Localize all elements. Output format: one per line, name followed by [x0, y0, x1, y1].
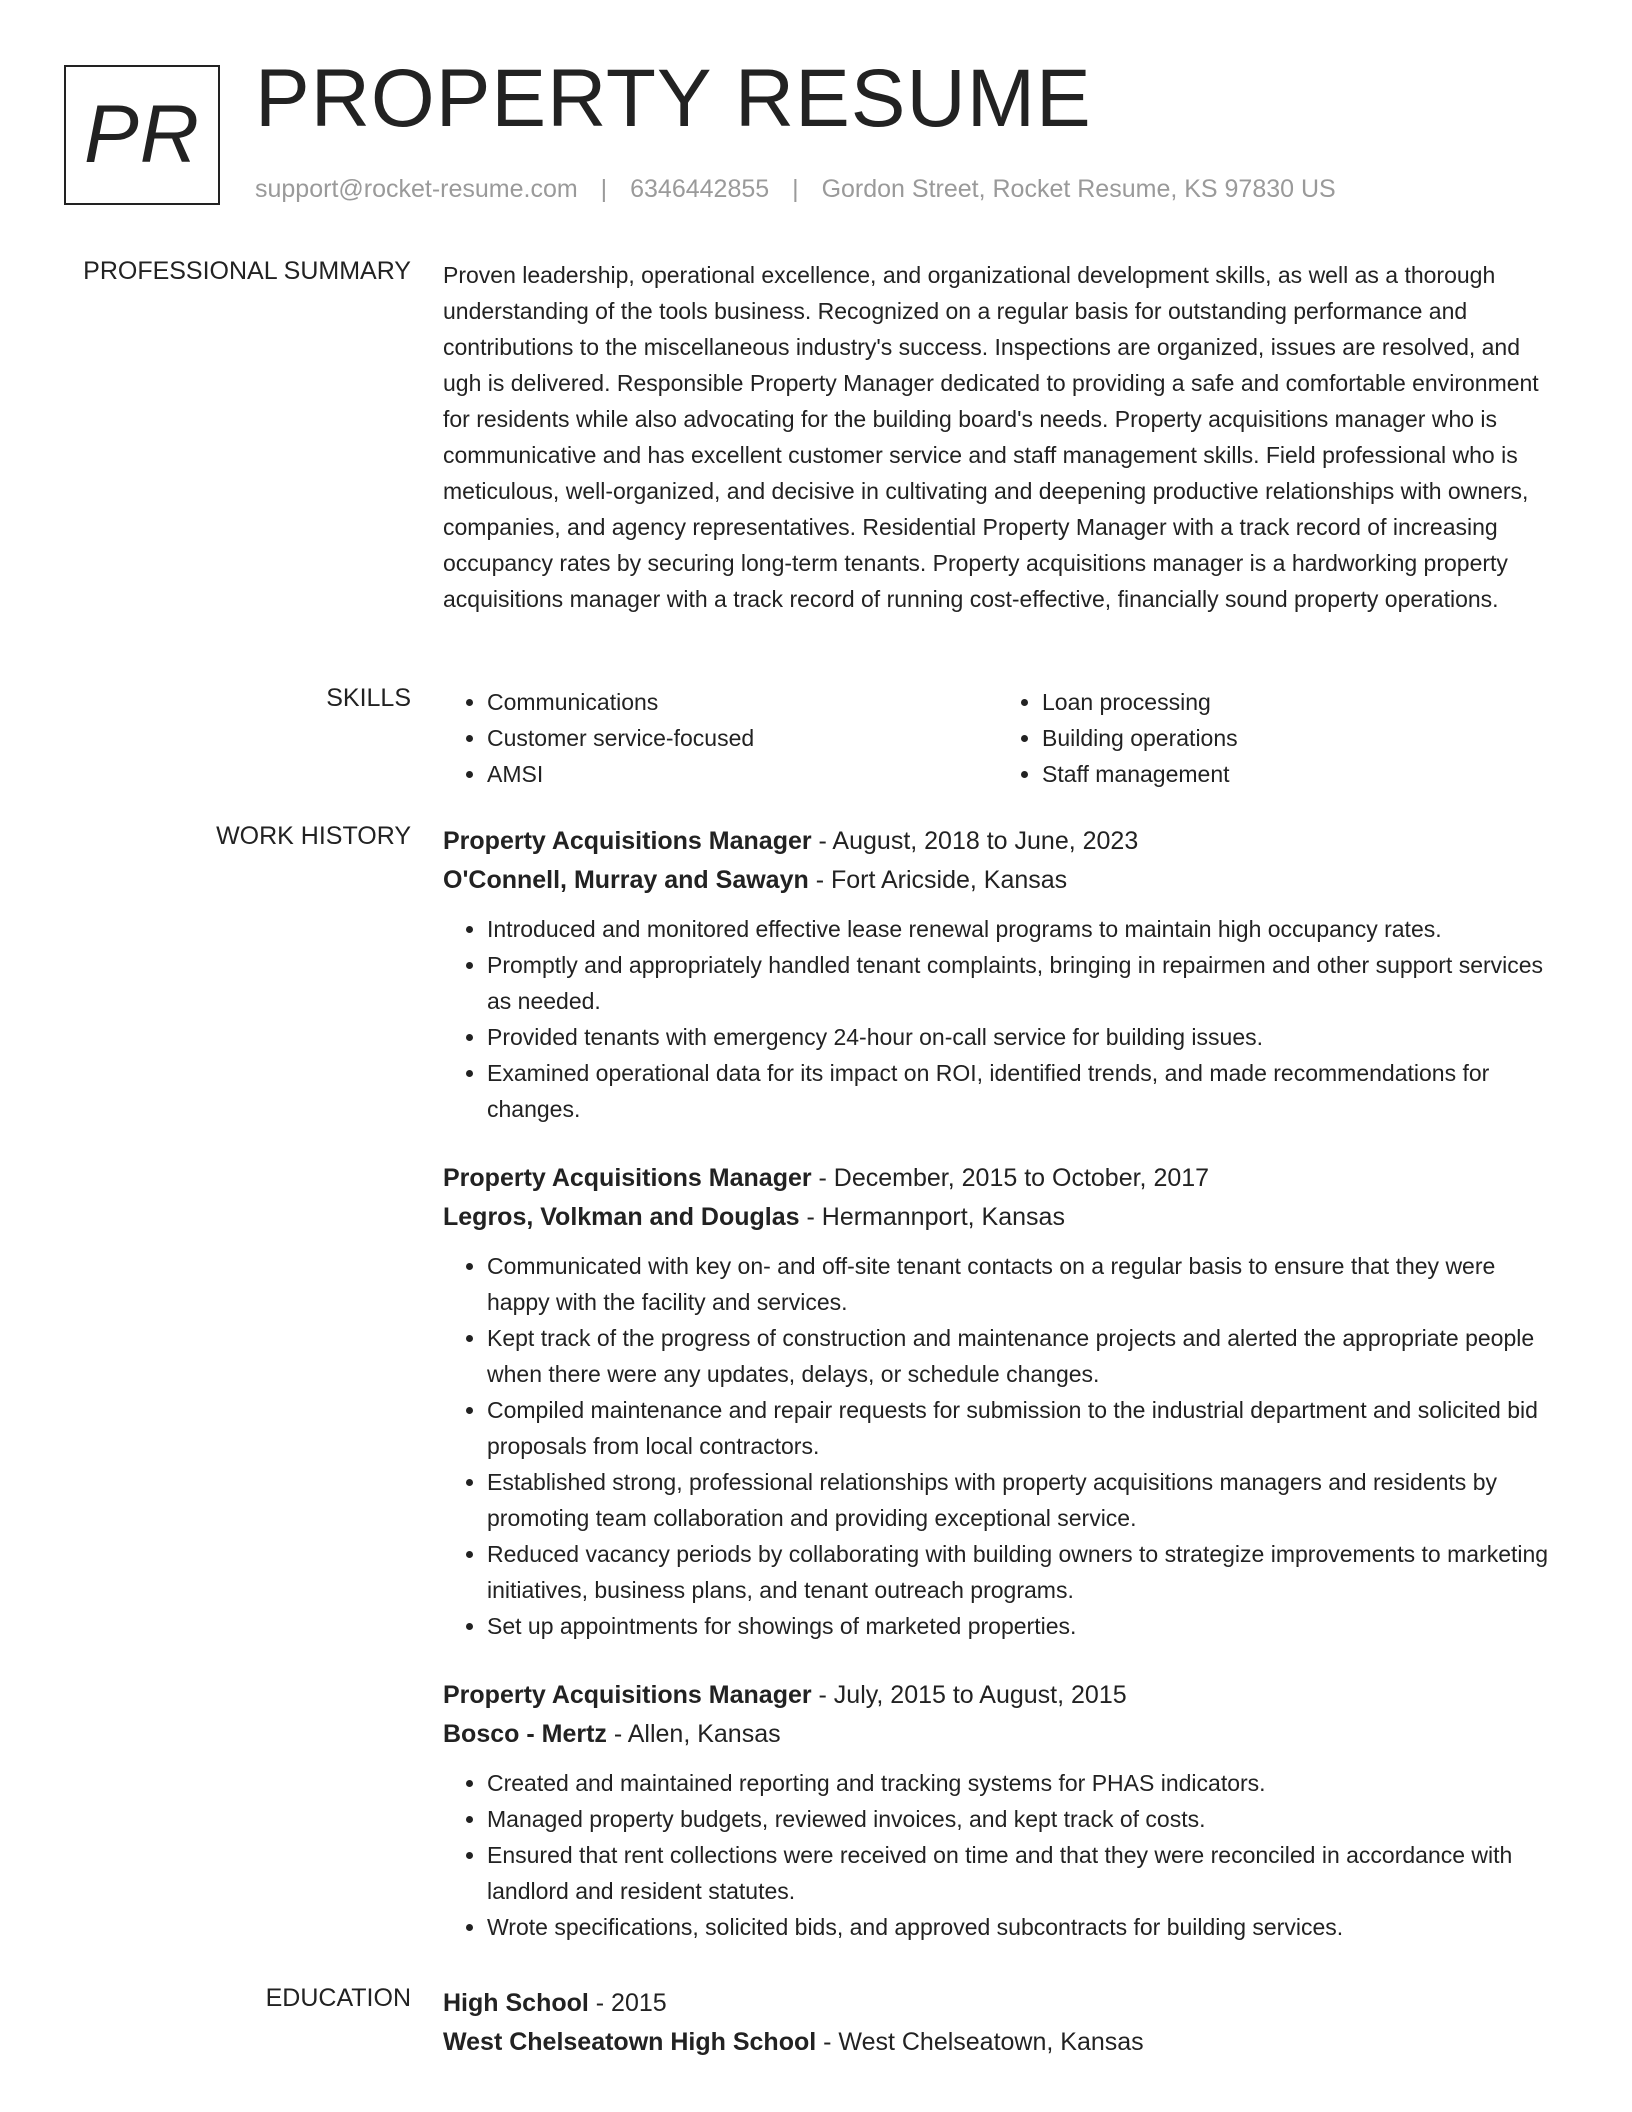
- job-location: - Allen, Kansas: [606, 1720, 781, 1748]
- job-bullet: • Wrote specifications, solicited bids, and approved subcontracts for building services.: [487, 1909, 1553, 1945]
- skills-list-right: [998, 684, 1553, 792]
- contact-address: Gordon Street, Rocket Resume, KS 97830 US: [821, 175, 1336, 203]
- contact-email: support@rocket-resume.com: [255, 175, 578, 203]
- job-location: - Hermannport, Kansas: [799, 1203, 1065, 1231]
- job-bullet: • Ensured that rent collections were received on time and that they were reconciled in accordance with landlord and resident statutes.: [487, 1837, 1553, 1909]
- job-bullet: • Communicated with key on- and off-site tenant contacts on a regular basis to ensure that they were happy with the facility and services.: [487, 1248, 1553, 1320]
- skills-list-left: [443, 684, 998, 792]
- job-bullet: • Promptly and appropriately handled tenant complaints, bringing in repairmen and other support services as needed.: [487, 947, 1553, 1019]
- education-label: EDUCATION: [265, 1984, 411, 2012]
- job-title: Property Acquisitions Manager: [443, 1681, 812, 1709]
- summary-label: PROFESSIONAL SUMMARY: [83, 257, 411, 285]
- education-body: [443, 1984, 1553, 2062]
- job-company: Bosco - Mertz: [443, 1720, 607, 1748]
- job-dates: - July, 2015 to August, 2015: [811, 1681, 1127, 1709]
- skill-item: • AMSI: [487, 756, 998, 792]
- work-history-body: [443, 822, 1553, 1977]
- summary-text: Proven leadership, operational excellence, and organizational development skills, as well as a thorough understanding of the tools business. Recognized on a regular basis for outstanding performance and contributions to the miscellaneous industry's success. Inspections are organized, issues are resolved, and ugh is delivered. Responsible Property Manager dedicated to providing a safe and comfortable environment for residents while also advocating for the building board's needs. Property acquisitions manager who is communicative and has excellent customer service and staff management skills. Field professional who is meticulous, well-organized, and decisive in cultivating and deepening productive relationships with owners, companies, and agency representatives. Residential Property Manager with a track record of increasing occupancy rates by securing long-term tenants. Property acquisitions manager is a hardworking property acquisitions manager with a track record of running cost-effective, financially sound property operations.: [443, 262, 1539, 612]
- education-school-line: [443, 2023, 1553, 2062]
- job-company: Legros, Volkman and Douglas: [443, 1203, 800, 1231]
- education-degree-line: [443, 1984, 1553, 2023]
- job-title-line: [443, 1159, 1553, 1198]
- education-year: - 2015: [588, 1989, 667, 2017]
- job-bullets: [443, 911, 1553, 1127]
- job-bullet: • Managed property budgets, reviewed invoices, and kept track of costs.: [487, 1801, 1553, 1837]
- education-location: - West Chelseatown, Kansas: [816, 2028, 1144, 2056]
- skill-item: • Customer service-focused: [487, 720, 998, 756]
- initials-monogram: [64, 65, 220, 205]
- job-entry: [443, 822, 1553, 1127]
- job-title-line: [443, 1676, 1553, 1715]
- job-bullet: • Examined operational data for its impact on ROI, identified trends, and made recommendations for changes.: [487, 1055, 1553, 1127]
- skills-body: [443, 684, 1553, 792]
- job-title: Property Acquisitions Manager: [443, 827, 812, 855]
- contact-separator: |: [600, 175, 608, 203]
- skill-item: • Building operations: [1042, 720, 1553, 756]
- job-bullet: • Compiled maintenance and repair requests for submission to the industrial department and solicited bid proposals from local contractors.: [487, 1392, 1553, 1464]
- job-bullets: [443, 1248, 1553, 1644]
- job-bullet: • Provided tenants with emergency 24-hour on-call service for building issues.: [487, 1019, 1553, 1055]
- job-bullet: • Set up appointments for showings of marketed properties.: [487, 1608, 1553, 1644]
- skill-item: • Loan processing: [1042, 684, 1553, 720]
- job-dates: - December, 2015 to October, 2017: [811, 1164, 1210, 1192]
- job-location: - Fort Aricside, Kansas: [808, 866, 1068, 894]
- job-dates: - August, 2018 to June, 2023: [811, 827, 1139, 855]
- job-company-line: [443, 861, 1553, 900]
- education-school: West Chelseatown High School: [443, 2028, 817, 2056]
- job-title-line: [443, 822, 1553, 861]
- summary-body: [443, 257, 1553, 617]
- job-bullets: [443, 1765, 1553, 1945]
- skill-item: • Communications: [487, 684, 998, 720]
- contact-separator: |: [792, 175, 799, 203]
- job-entry: [443, 1159, 1553, 1644]
- job-entry: [443, 1676, 1553, 1945]
- work-history-label: WORK HISTORY: [216, 822, 411, 850]
- job-bullet: • Kept track of the progress of construction and maintenance projects and alerted the appropriate people when there were any updates, delays, or schedule changes.: [487, 1320, 1553, 1392]
- contact-phone: 6346442855: [630, 175, 770, 203]
- job-company-line: [443, 1198, 1553, 1237]
- job-company: O'Connell, Murray and Sawayn: [443, 866, 809, 894]
- initials-text: PR: [84, 89, 200, 180]
- job-title: Property Acquisitions Manager: [443, 1164, 812, 1192]
- skill-item: • Staff management: [1042, 756, 1553, 792]
- job-company-line: [443, 1715, 1553, 1754]
- job-bullet: • Introduced and monitored effective lease renewal programs to maintain high occupancy rates.: [487, 911, 1553, 947]
- education-degree: High School: [443, 1989, 589, 2017]
- job-bullet: • Reduced vacancy periods by collaborating with building owners to strategize improvements to marketing initiatives, business plans, and tenant outreach programs.: [487, 1536, 1553, 1608]
- contact-line: [255, 175, 1336, 204]
- job-bullet: • Created and maintained reporting and tracking systems for PHAS indicators.: [487, 1765, 1553, 1801]
- resume-name: PROPERTY RESUME: [255, 53, 1092, 144]
- job-bullet: • Established strong, professional relationships with property acquisitions managers and residents by promoting team collaboration and providing exceptional service.: [487, 1464, 1553, 1536]
- skills-label: SKILLS: [326, 684, 411, 712]
